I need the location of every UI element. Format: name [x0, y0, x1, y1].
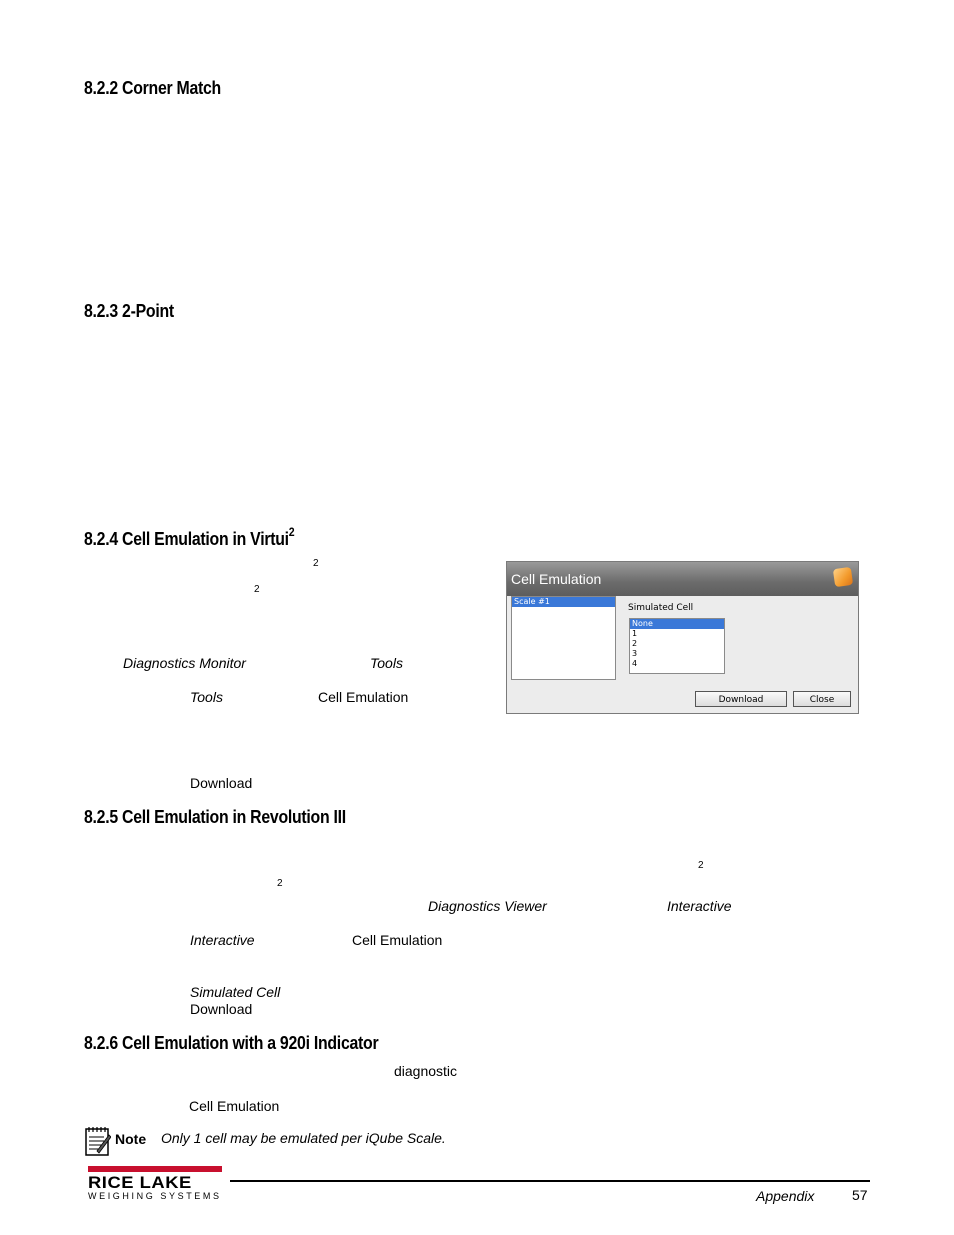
diagnostics-viewer-text: Diagnostics Viewer [428, 898, 547, 914]
page-number: 57 [852, 1187, 868, 1203]
heading-cell-emulation-revolution: 8.2.5 Cell Emulation in Revolution III [84, 807, 346, 827]
cube-icon [833, 567, 853, 587]
cell-emulation-text: Cell Emulation [318, 689, 409, 705]
list-item[interactable]: 2 [632, 639, 638, 648]
heading-superscript: 2 [288, 525, 295, 539]
superscript-2: 2 [698, 860, 704, 871]
notepad-icon [85, 1126, 111, 1156]
superscript-2: 2 [254, 584, 260, 595]
close-button[interactable]: Close [793, 691, 851, 707]
interactive-text: Interactive [667, 898, 732, 914]
interactive-text: Interactive [190, 932, 255, 948]
list-item[interactable]: 1 [632, 629, 638, 638]
list-item[interactable]: None [630, 619, 724, 629]
cell-emulation-dialog [506, 561, 859, 714]
diagnostics-monitor-text: Diagnostics Monitor [123, 655, 246, 671]
download-button[interactable]: Download [695, 691, 787, 707]
note-text: Only 1 cell may be emulated per iQube Scale. [161, 1130, 446, 1146]
logo: RICE LAKE [88, 1173, 192, 1192]
download-text: Download [190, 1001, 253, 1017]
simulated-cell-text: Simulated Cell [190, 984, 281, 1000]
heading-cell-emulation-920i: 8.2.6 Cell Emulation with a 920i Indicator [84, 1033, 379, 1053]
footer-rule [230, 1180, 870, 1182]
logo-subtitle: WEIGHING SYSTEMS [88, 1191, 222, 1201]
heading-2-point: 8.2.3 2-Point [84, 301, 174, 321]
cell-emulation-text: Cell Emulation [352, 932, 443, 948]
note-label: Note [115, 1131, 147, 1147]
heading-text: 8.2.4 Cell Emulation in Virtui [84, 529, 289, 549]
list-item[interactable]: 3 [632, 649, 638, 658]
superscript-2: 2 [313, 558, 319, 569]
footer-section: Appendix [756, 1188, 815, 1204]
superscript-2: 2 [277, 878, 283, 889]
download-text: Download [190, 775, 253, 791]
heading-cell-emulation-virtui [84, 527, 294, 550]
cell-emulation-text: Cell Emulation [189, 1098, 280, 1114]
simulated-cell-list[interactable] [629, 618, 725, 674]
list-item[interactable]: Scale #1 [512, 597, 615, 607]
tools-text: Tools [190, 689, 223, 705]
logo-bar [88, 1166, 222, 1172]
list-item[interactable]: 4 [632, 659, 638, 668]
tools-text: Tools [370, 655, 403, 671]
heading-corner-match: 8.2.2 Corner Match [84, 78, 221, 98]
dialog-title: Cell Emulation [511, 571, 602, 587]
dialog-title-bar [507, 562, 858, 596]
simulated-cell-label: Simulated Cell [628, 603, 694, 613]
diagnostic-text: diagnostic [394, 1063, 458, 1079]
scale-list[interactable] [511, 596, 616, 680]
